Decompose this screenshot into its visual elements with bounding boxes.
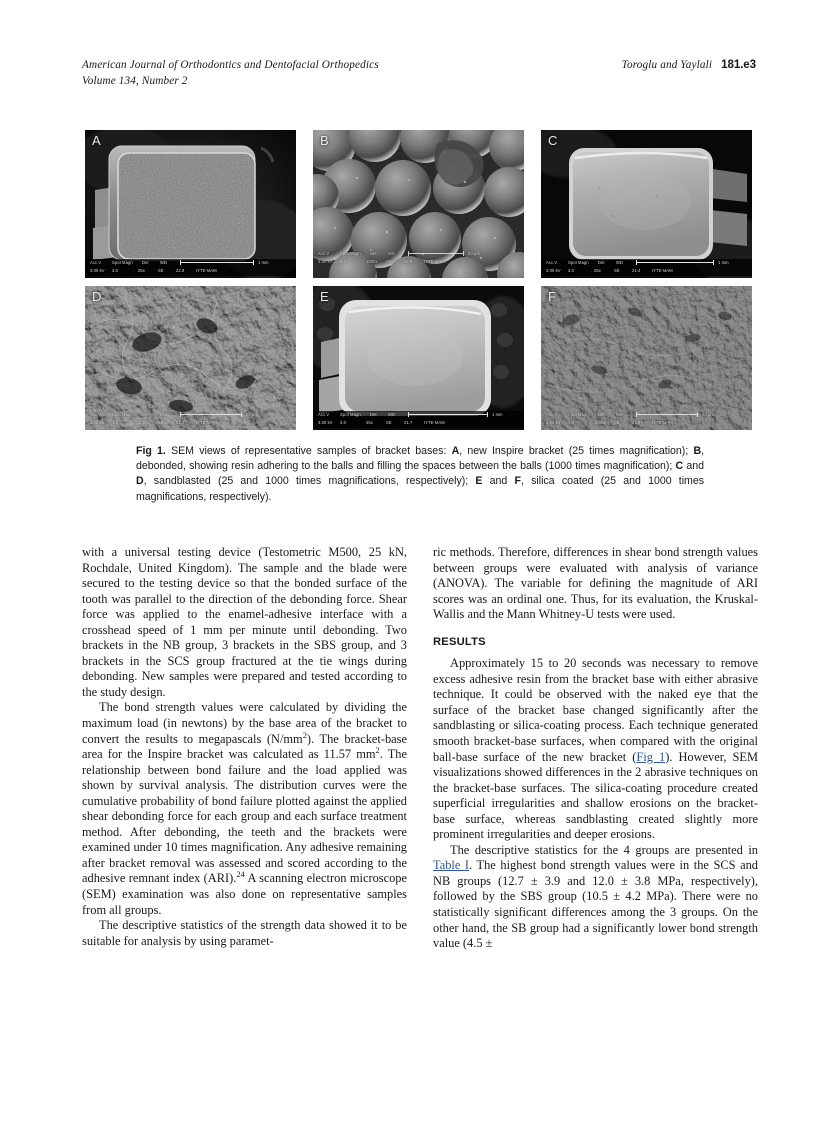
caption-text-4: and — [683, 460, 704, 473]
sem-databar-d — [85, 411, 296, 428]
sem-value-det: SE — [614, 419, 620, 425]
caption-ref-a: A — [451, 445, 460, 457]
superscript-squared-2: 2 — [375, 744, 380, 755]
running-head — [82, 58, 756, 96]
sem-label-spotmagn: Spot Magn — [112, 260, 133, 265]
sem-databar-c — [541, 259, 752, 276]
sem-site-f: IYTE-MAM — [652, 419, 673, 425]
right-para-2-a: Approximately 15 to 20 seconds was necessary to remove excess adhesive resin from the bracket base with either abrasive technique. It could be observed with the naked eye that the surface of the bracket base changed significantly after the sandblasting or silica-coating process. Each technique generated smooth bracket-base surfaces, when compared with the original ball-base surface of the new bracket ( — [433, 656, 758, 764]
sem-value-magn: 1000x — [366, 258, 378, 264]
caption-ref-e: E — [475, 475, 483, 488]
superscript-squared-1: 2 — [302, 729, 307, 740]
caption-text-2: , new Inspire bracket (25 times magnification); — [459, 445, 694, 457]
sem-scalebar-d — [180, 411, 258, 419]
sem-scalebar-e — [408, 411, 503, 419]
sem-label-det: Det — [370, 251, 377, 256]
right-para-continuation: ric methods. Therefore, differences in shear bond strength values between groups were evaluated with analysis of variance (ANOVA). The variable for defining the magnitude of ARI scores was an ordinal one. Thus, for its evaluation, the Kruskal-Wallis and the Mann Whitney-U tests were used. — [433, 545, 758, 622]
sem-scale-label-a: 1 mm — [258, 260, 269, 265]
sem-site-c: IYTE-MAM — [652, 267, 673, 273]
sem-value-spot: 3.0 — [568, 419, 574, 425]
journal-volume: Volume 134, Number 2 — [82, 74, 188, 87]
sem-image-d — [85, 286, 296, 430]
sem-scalebar-f — [636, 411, 714, 419]
sem-value-det: SE — [158, 267, 164, 273]
sem-value-spot: 3.0 — [340, 419, 346, 425]
sem-value-kv: 3.00 kV — [90, 267, 105, 273]
left-para-2-d: A scanning electron microscope (SEM) examination was also done on representative samples from all groups. — [82, 871, 407, 917]
sem-value-wd: 22.8 — [404, 258, 413, 264]
panel-label-b: B — [320, 133, 329, 148]
right-para-statistics — [433, 843, 758, 952]
sem-image-c — [541, 130, 752, 278]
sem-scalebar-a — [180, 259, 269, 267]
section-heading-results: RESULTS — [433, 636, 486, 649]
sem-label-spotmagn: Spot Magn — [340, 412, 361, 417]
table-cross-reference-link[interactable]: Table I — [433, 858, 470, 873]
caption-text-7: , silica coated (25 and 1000 times magnifications, respectively). — [136, 475, 705, 503]
sem-value-wd: 21.7 — [404, 419, 413, 425]
sem-site-b: IYTE-MAM — [424, 258, 445, 264]
panel-label-a: A — [92, 133, 101, 148]
sem-scale-label-d: 20 µm — [246, 412, 258, 417]
sem-label-accv: Acc.V — [90, 412, 102, 417]
sem-label-spotmagn: Spot Magn — [340, 251, 361, 256]
sem-label-accv: Acc.V — [90, 260, 102, 265]
sem-scale-label-c: 1 mm — [718, 260, 729, 265]
sem-value-magn: 25x — [138, 267, 145, 273]
caption-ref-f: F — [514, 475, 521, 488]
left-para-2-a: The bond strength values were calculated by dividing the maximum load (in newtons) by the base area of the bracket to convert the results to megapascals (N/mm — [82, 700, 407, 746]
sem-label-det: Det — [598, 412, 605, 417]
sem-label-spotmagn: Spot Magn — [112, 412, 133, 417]
sem-databar-e — [313, 411, 524, 428]
figure-1 — [85, 130, 753, 430]
sem-label-det: Det — [142, 260, 149, 265]
sem-value-magn: 1000x — [594, 419, 606, 425]
sem-panel-f — [541, 286, 752, 430]
sem-value-det: SE — [386, 419, 392, 425]
sem-scale-label-f: 20 µm — [702, 412, 714, 417]
running-head-authors: Toroglu and Yaylali — [621, 59, 713, 71]
sem-databar-a — [85, 259, 296, 276]
running-head-right — [622, 58, 756, 71]
sem-label-wd: WD — [388, 251, 396, 256]
right-column — [433, 545, 758, 952]
journal-title-block — [82, 58, 379, 89]
sem-panel-a — [85, 130, 296, 278]
sem-label-wd: WD — [160, 260, 168, 265]
citation-reference-24: 24 — [236, 869, 245, 880]
body-text — [82, 545, 758, 952]
right-para-2-b: ). However, SEM visualizations showed differences in the 2 abrasive techniques on the bracket-base surfaces. The silica-coating procedure created superficial irregularities and shallow erosions on the bracket-base surface, whereas sandblasting created slightly more prominent irregularities and deeper erosions. — [433, 749, 758, 842]
sem-value-kv: 3.00 kV — [318, 419, 333, 425]
sem-label-spotmagn: Spot Magn — [568, 260, 589, 265]
sem-value-det: SE — [614, 267, 620, 273]
panel-label-c: C — [548, 133, 558, 148]
sem-value-spot: 3.0 — [112, 267, 118, 273]
sem-value-spot: 3.0 — [112, 419, 118, 425]
sem-label-accv: Acc.V — [546, 412, 558, 417]
sem-value-spot: 3.0 — [568, 267, 574, 273]
figure-cross-reference-link[interactable]: Fig 1 — [636, 749, 666, 764]
right-para-3-b: . The highest bond strength values were in the SCS and NB groups (12.7 ± 3.9 and 12.0 ± 3.8 MPa, respectively), followed by the SBS group (10.5 ± 4.2 MPa). There were no statistically significant differences among the 3 groups. On the other hand, the SB group had a significantly lower bond strength value (4.5 ± — [433, 858, 758, 951]
sem-scale-label-e: 1 mm — [492, 412, 503, 417]
sem-value-det: SE — [386, 258, 392, 264]
left-para-2-b: ). The bracket-base area for the Inspire bracket was calculated as 11.57 mm — [82, 731, 407, 762]
caption-text-1: SEM views of representative samples of bracket bases: — [165, 445, 452, 457]
sem-image-e — [313, 286, 524, 430]
sem-label-accv: Acc.V — [546, 260, 558, 265]
sem-panel-d — [85, 286, 296, 430]
caption-ref-d: D — [136, 475, 144, 488]
sem-value-magn: 1000x — [138, 419, 150, 425]
sem-label-det: Det — [142, 412, 149, 417]
sem-label-wd: WD — [160, 412, 168, 417]
sem-panel-grid — [85, 130, 753, 430]
page-folio: 181.e3 — [721, 58, 756, 71]
caption-text-5: , sandblasted (25 and 1000 times magnifications, respectively); — [143, 475, 476, 488]
sem-site-e: IYTE-MAM — [424, 419, 445, 425]
caption-text-3: , debonded, showing resin adhering to the balls and filling the spaces between the balls (1000 times magnification); — [136, 445, 705, 473]
journal-title: American Journal of Orthodontics and Dentofacial Orthopedics — [82, 59, 379, 71]
sem-value-wd: 21.4 — [176, 419, 185, 425]
sem-label-det: Det — [598, 260, 605, 265]
panel-label-d: D — [92, 289, 102, 304]
sem-image-f — [541, 286, 752, 430]
sem-databar-b — [313, 250, 524, 267]
panel-label-f: F — [548, 289, 557, 304]
left-para-descriptive-stats: The descriptive statistics of the strength data showed it to be suitable for analysis by using paramet- — [82, 918, 407, 948]
sem-site-d: IYTE-MAM — [196, 419, 217, 425]
sem-value-wd: 21.4 — [632, 267, 641, 273]
sem-value-det: SE — [158, 419, 164, 425]
figure-caption — [136, 444, 704, 505]
right-para-observations — [433, 656, 758, 843]
sem-panel-c — [541, 130, 752, 278]
sem-scalebar-c — [636, 259, 729, 267]
sem-value-kv: 3.00 kV — [90, 419, 105, 425]
sem-label-wd: WD — [616, 412, 624, 417]
sem-value-kv: 3.00 kV — [318, 258, 333, 264]
sem-label-wd: WD — [388, 412, 396, 417]
caption-ref-c: C — [675, 460, 684, 473]
sem-value-kv: 3.00 kV — [546, 267, 561, 273]
sem-label-wd: WD — [616, 260, 624, 265]
sem-value-wd: 22.8 — [176, 267, 185, 273]
sem-panel-b — [313, 130, 524, 278]
caption-ref-b: B — [693, 445, 702, 457]
caption-label: Fig 1. — [136, 445, 166, 457]
sem-scalebar-b — [408, 250, 480, 258]
left-column — [82, 545, 407, 952]
left-para-bond-strength — [82, 700, 407, 918]
sem-label-spotmagn: Spot Magn — [568, 412, 589, 417]
sem-value-kv: 3.00 kV — [546, 419, 561, 425]
sem-scale-label-b: 20 µm — [468, 251, 480, 256]
sem-label-det: Det — [370, 412, 377, 417]
sem-image-a — [85, 130, 296, 278]
left-para-continuation: with a universal testing device (Testometric M500, 25 kN, Rochdale, United Kingdom). The sample and the blade were secured to the testing device so that the bonded surface of the tooth was parallel to the direction of the debonding force. Shear force was applied to the enamel-adhesive interface with a crosshead speed of 1 mm per minute until debonding. Two brackets in the NB group, 3 brackets in the SBS group, and 3 brackets in the SCS group fractured at the tie wings during debonding. New samples were prepared and tested according to the study design. — [82, 545, 407, 699]
sem-label-accv: Acc.V — [318, 251, 330, 256]
left-para-2-c: . The relationship between bond failure and the load applied was shown by survival analysis. The distribution curves were the cumulative probability of bond failure plotted against the applied shear debonding force for each group and each surface treatment method. After debonding, the teeth and the brackets were examined under 10 times magnification. Any adhesive remaining after bracket removal was assessed and scored according to the adhesive remnant index (ARI). — [82, 747, 407, 886]
sem-value-wd: 21.8 — [632, 419, 641, 425]
panel-label-e: E — [320, 289, 329, 304]
sem-site-a: IYTE-MAM — [196, 267, 217, 273]
sem-databar-f — [541, 411, 752, 428]
sem-value-spot: 3.0 — [340, 258, 346, 264]
caption-text-6: and — [482, 475, 515, 488]
right-para-3-a: The descriptive statistics for the 4 groups are presented in — [450, 842, 758, 857]
sem-label-accv: Acc.V — [318, 412, 330, 417]
sem-value-magn: 25x — [366, 419, 373, 425]
sem-panel-e — [313, 286, 524, 430]
sem-value-magn: 25x — [594, 267, 601, 273]
